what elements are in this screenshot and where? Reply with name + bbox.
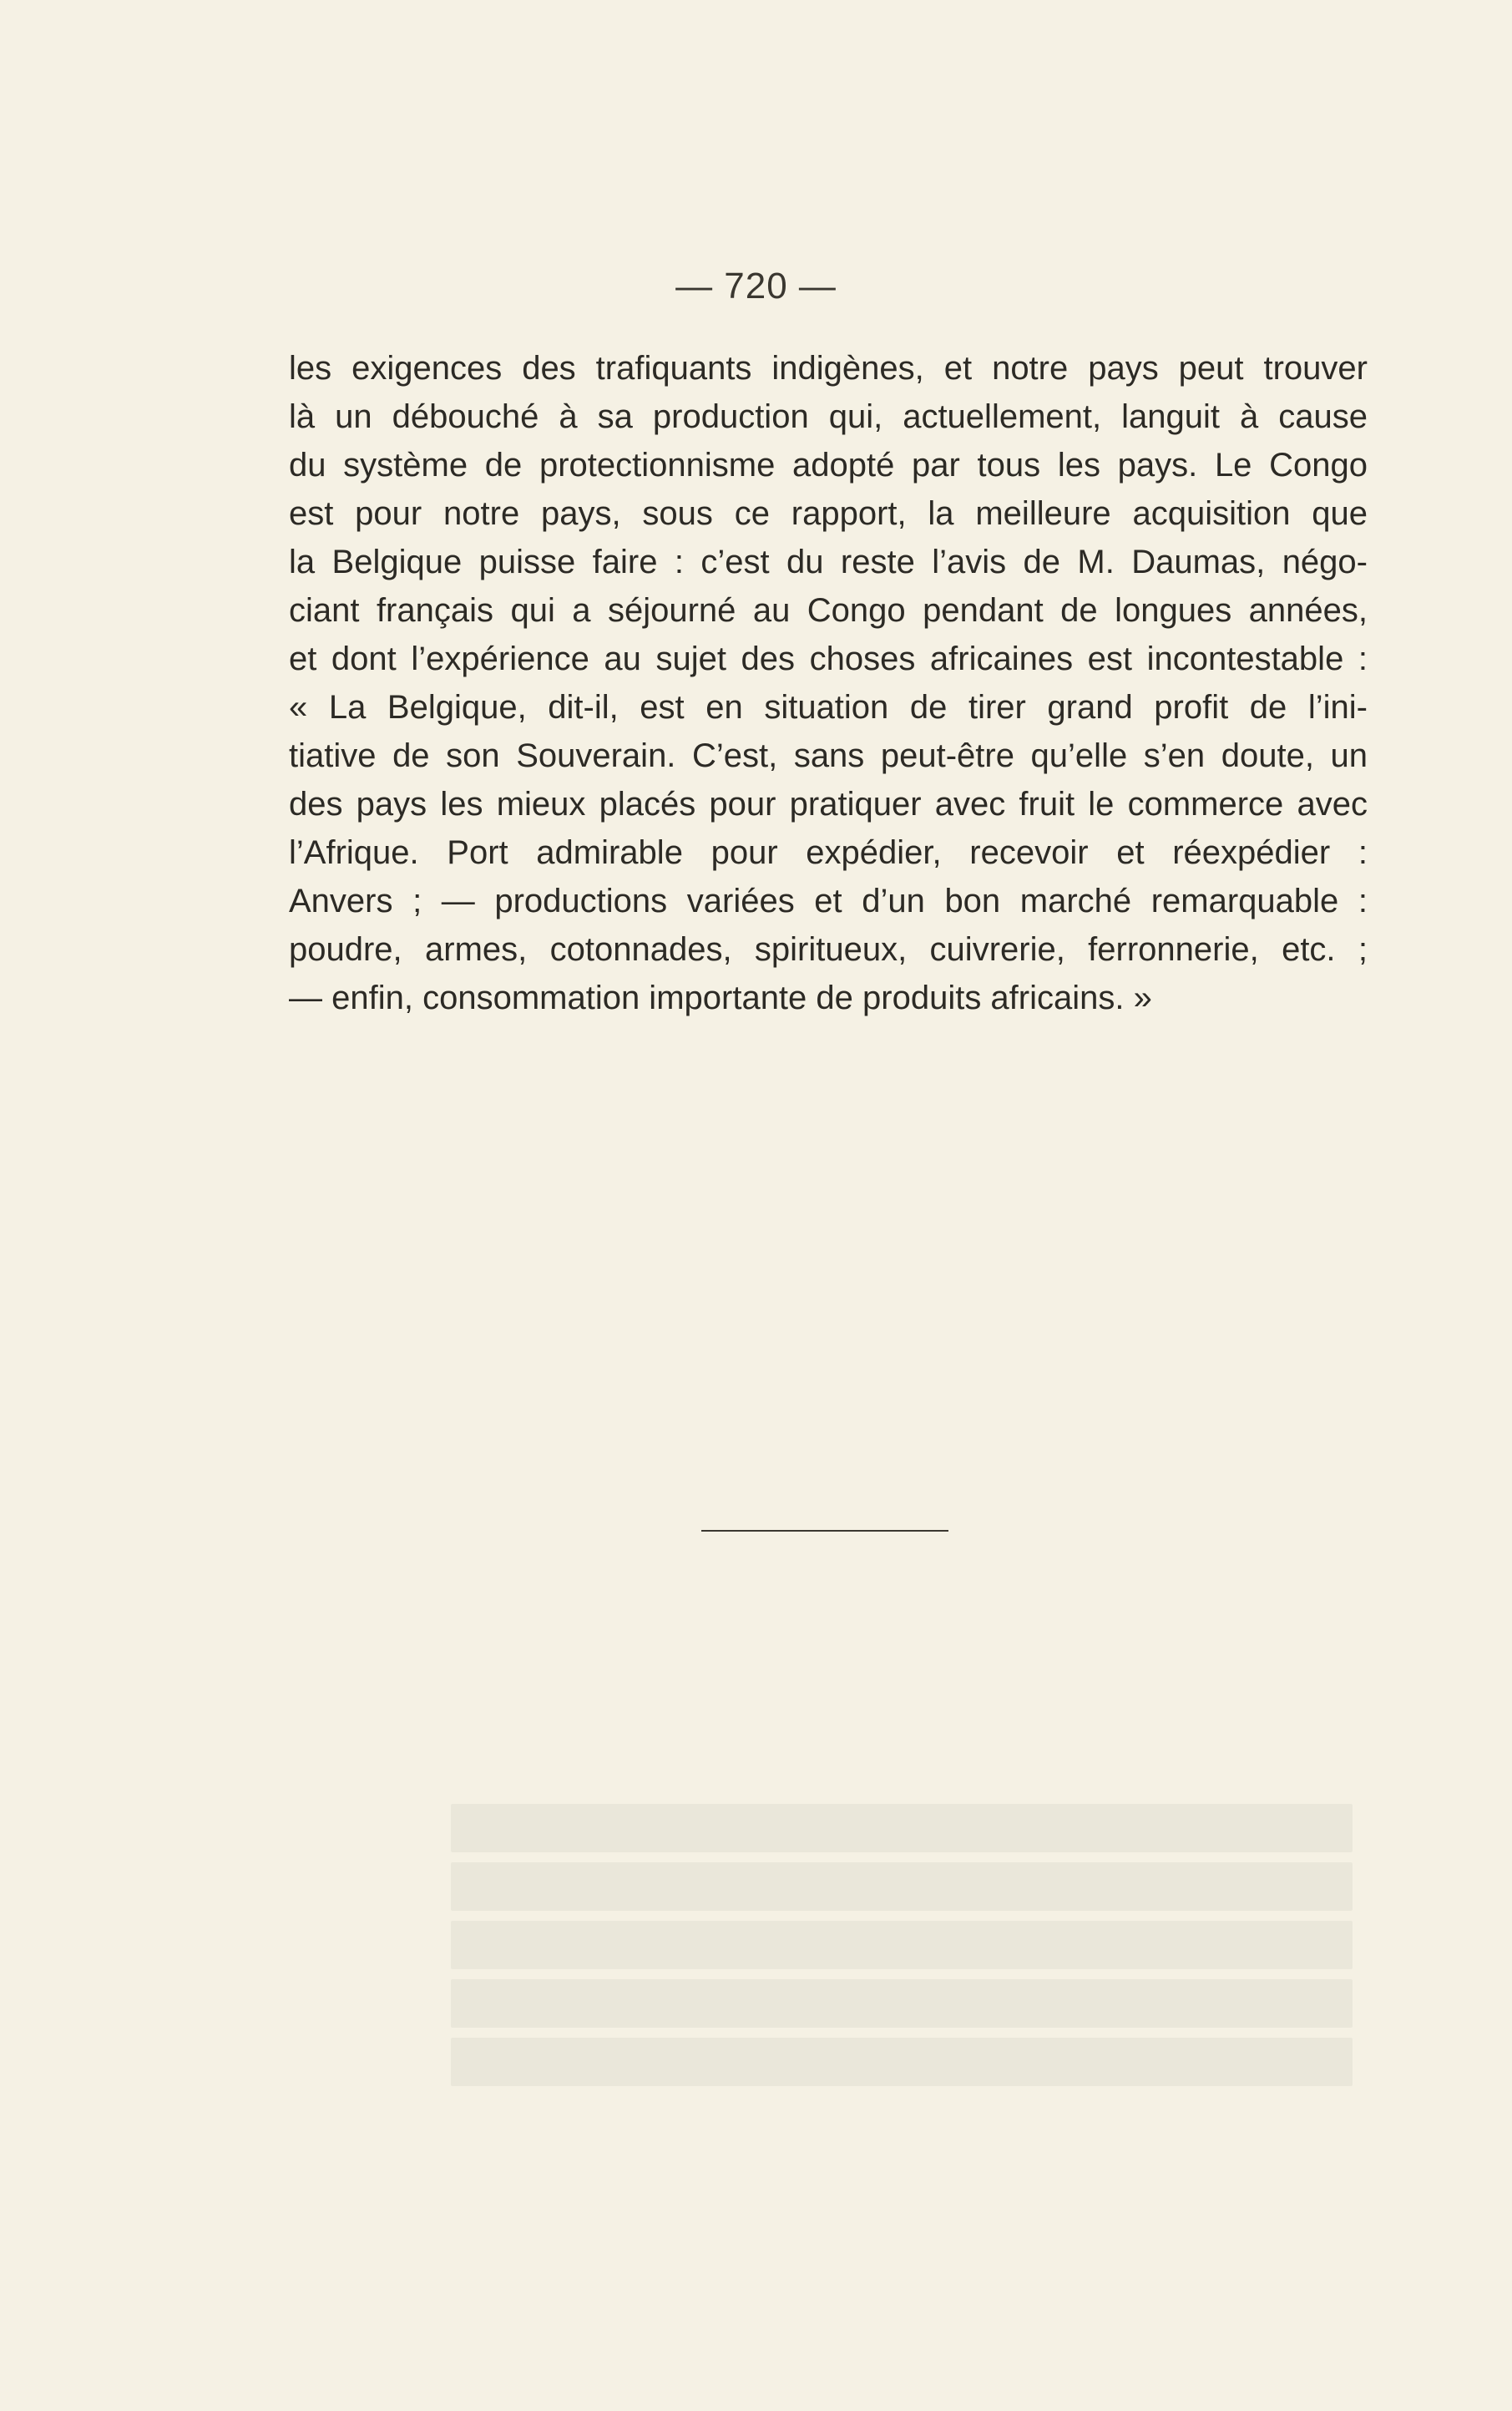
paper-show-through bbox=[451, 1804, 1353, 2105]
text-line: la Belgique puisse faire : c’est du reste l’avis de M. Daumas, négo- bbox=[289, 544, 1368, 580]
text-line: les exigences des trafiquants indigènes, et notre pays peut trouver bbox=[289, 350, 1368, 387]
section-divider bbox=[701, 1530, 948, 1532]
text-line: Anvers ; — productions variées et d’un bon marché remarquable : bbox=[289, 883, 1368, 919]
text-line: tiative de son Souverain. C’est, sans peut-être qu’elle s’en doute, un bbox=[289, 737, 1368, 774]
text-line: des pays les mieux placés pour pratiquer avec fruit le commerce avec bbox=[289, 786, 1368, 823]
text-line: poudre, armes, cotonnades, spiritueux, cuivrerie, ferronnerie, etc. ; bbox=[289, 931, 1368, 968]
body-paragraph bbox=[289, 344, 1368, 1022]
text-line: « La Belgique, dit-il, est en situation de tirer grand profit de l’ini- bbox=[289, 689, 1368, 726]
text-line: du système de protectionnisme adopté par tous les pays. Le Congo bbox=[289, 447, 1368, 484]
text-line: ciant français qui a séjourné au Congo pendant de longues années, bbox=[289, 592, 1368, 629]
page-number: — 720 — bbox=[675, 266, 837, 306]
text-line: — enfin, consommation importante de produits africains. » bbox=[289, 980, 1152, 1016]
text-line: est pour notre pays, sous ce rapport, la meilleure acquisition que bbox=[289, 495, 1368, 532]
text-line: et dont l’expérience au sujet des choses africaines est incontestable : bbox=[289, 641, 1368, 677]
text-line: là un débouché à sa production qui, actuellement, languit à cause bbox=[289, 398, 1368, 435]
text-line: l’Afrique. Port admirable pour expédier, recevoir et réexpédier : bbox=[289, 834, 1368, 871]
